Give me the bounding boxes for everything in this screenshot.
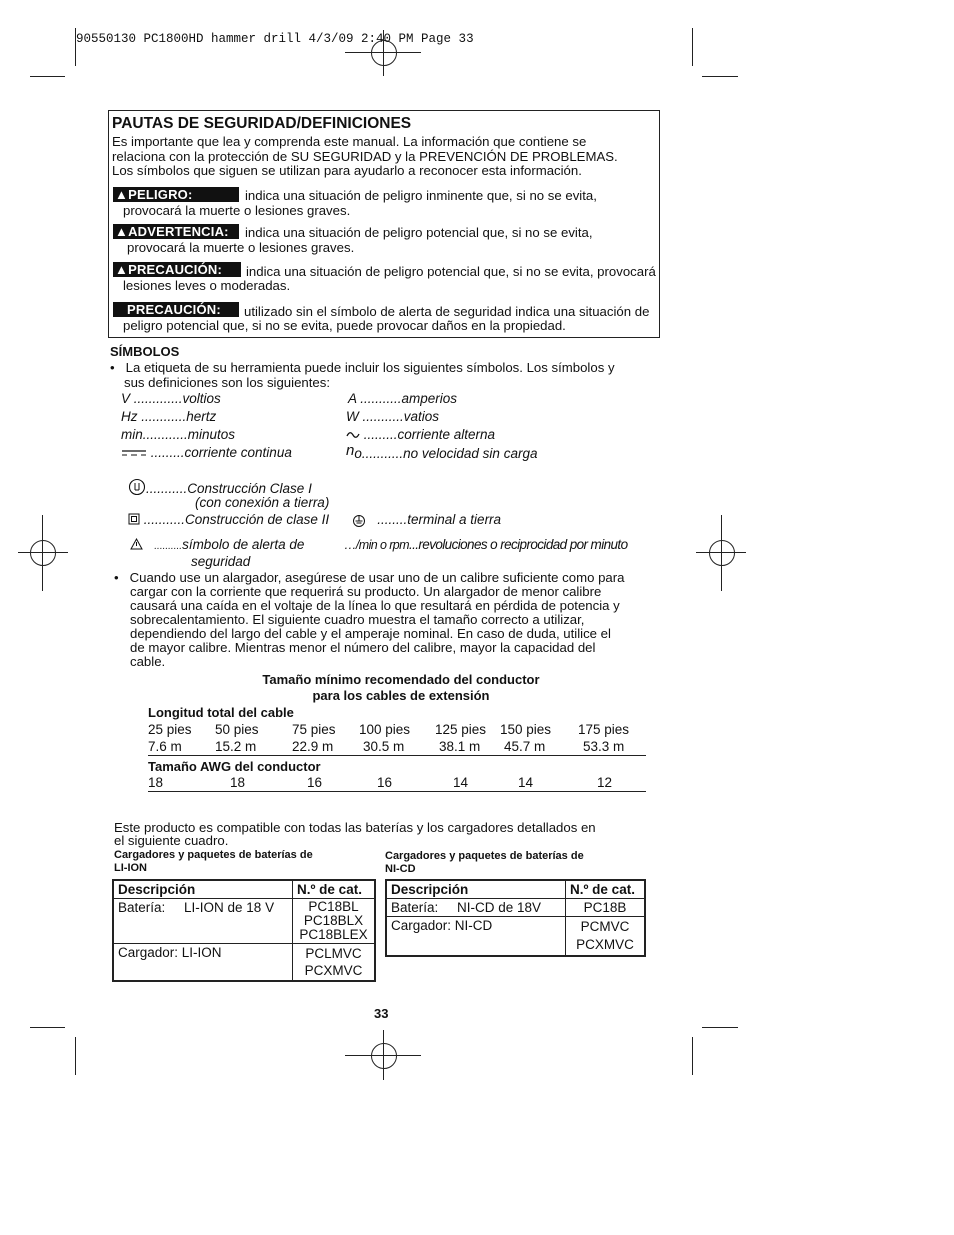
definition-text: peligro potencial que, si no se evita, puede provocar daños en la propiedad. [123,318,566,333]
crop-mark [75,1037,76,1075]
page-number: 33 [374,1006,389,1021]
symbol-earth-terminal: ........terminal a tierra [352,512,501,528]
table-row: Batería: LI-ION de 18 V PC18BL PC18BLX PC18BLEX [113,899,375,944]
table-row: Cargador: LI-ION PCLMVC PCXMVC [113,944,375,982]
safety-intro: Es importante que lea y comprenda este manual. La información que contiene se relaciona con la protección de SU SEGURIDAD y la PREVENCIÓN DE PROBLEMAS. Los símbolos que siguen se utilizan para ayudarlo a reconocer esta información. [112,134,618,178]
symbol-direct-current: .........corriente continua [121,445,292,460]
table-rule [148,791,646,792]
table-cell: 50 pies [215,722,259,737]
definition-text: provocará la muerte o lesiones graves. [123,203,351,218]
table-cell: 18 [230,775,246,790]
table-cell: 53.3 m [583,739,625,754]
table-cell: 22.9 m [292,739,334,754]
table-cell: 125 pies [435,722,487,737]
definition-text: provocará la muerte o lesiones graves. [127,240,355,255]
crop-mark [702,76,738,77]
alert-triangle-icon [130,538,143,550]
table-cell: 12 [597,775,613,790]
table-cell: 75 pies [292,722,336,737]
crop-mark [692,1037,693,1075]
cord-table-title: Tamaño mínimo recomendado del conductor para los cables de extensión [262,672,540,703]
definition-text: indica una situación de peligro potencial que, si no se evita, [245,225,593,240]
table-cell: 14 [518,775,534,790]
crop-mark [30,1027,65,1028]
table-cell: 45.7 m [504,739,546,754]
symbol-class-ii: ...........Construcción de clase II [128,512,329,527]
table-cell: 18 [148,775,164,790]
liion-table [112,879,376,982]
nicd-caption: Cargadores y paquetes de baterías de NI-CD [385,850,584,875]
table-header: Descripción [113,880,293,899]
table-cell: 30.5 m [363,739,405,754]
table-header: N.º de cat. [566,880,646,899]
precaucion-no-symbol-tag: PRECAUCIÓN: [113,302,239,317]
class-ii-construction-icon [128,513,140,525]
crop-mark [30,76,65,77]
precaucion-tag: ▲PRECAUCIÓN: [113,262,241,277]
symbol-no-load-speed: no...........no velocidad sin carga [346,442,538,461]
earth-terminal-icon [352,514,366,528]
advertencia-tag: ▲ADVERTENCIA: [113,224,239,239]
definition-text: utilizado sin el símbolo de alerta de seguridad indica una situación de [244,304,650,319]
table-cell: 16 [377,775,393,790]
length-header: Longitud total del cable [148,705,294,720]
registration-mark-icon [709,540,735,566]
awg-header: Tamaño AWG del conductor [148,759,321,774]
symbol-watts: W ...........vatios [346,409,440,424]
table-cell: 15.2 m [215,739,257,754]
table-cell: 175 pies [578,722,630,737]
compatibility-text: Este producto es compatible con todas las baterías y los cargadores detallados en el siguiente cuadro. [114,820,596,848]
definition-text: lesiones leves o moderadas. [123,278,291,293]
table-row: Cargador: NI-CD PCMVC PCXMVC [386,917,645,957]
definition-text: indica una situación de peligro inminente que, si no se evita, [245,188,597,203]
extension-cord-paragraph: • Cuando use un alargador, asegúrese de usar uno de un calibre suficiente como para cargar con la corriente que requerirá su producto. Un alargador de menor calibre causará una caída en el voltaje de la línea lo que resultará en pérdida de potencia y sobrecalentamiento. El siguiente cuadro muestra el tamaño correcto a utilizar, dependiendo del largo del cable y el amperaje nominal. En caso de duda, utilice el de mayor calibre. Mientras menor el número del calibre, mayor la capacidad del cable. [114,570,625,669]
symbols-intro: • La etiqueta de su herramienta puede incluir los siguientes símbolos. Los símbolos y sus definiciones son los siguientes: [110,360,615,390]
symbol-safety-alert-note: seguridad [191,554,251,569]
direct-current-icon [121,448,147,458]
symbol-safety-alert: ..........símbolo de alerta de [130,537,304,552]
registration-mark-icon [30,540,56,566]
table-header: N.º de cat. [293,880,376,899]
symbols-title: SÍMBOLOS [110,344,180,359]
symbol-class-i-note: (con conexión a tierra) [195,495,330,510]
table-cell: 150 pies [500,722,552,737]
class-i-construction-icon [128,478,146,496]
registration-mark-icon [371,1043,397,1069]
symbol-minutes: min............minutos [121,427,236,442]
section-title: PAUTAS DE SEGURIDAD/DEFINICIONES [112,115,412,132]
symbol-amperes: A ...........amperios [348,391,458,406]
table-row: Batería: NI-CD de 18V PC18B [386,899,645,917]
liion-caption: Cargadores y paquetes de baterías de LI-ION [114,849,313,874]
table-rule [148,755,646,756]
peligro-tag: ▲PELIGRO: [113,187,239,202]
crop-mark [702,1027,738,1028]
nicd-table [385,879,646,957]
table-cell: 16 [307,775,323,790]
symbol-alternating-current: .........corriente alterna [346,427,495,442]
table-cell: 25 pies [148,722,192,737]
symbol-volts: V .............voltios [121,391,221,406]
print-slug: 90550130 PC1800HD hammer drill 4/3/09 2:40 PM Page 33 [76,32,474,46]
definition-text: indica una situación de peligro potencial que, si no se evita, provocará [246,264,656,279]
table-header: Descripción [386,880,566,899]
alternating-current-icon [346,430,360,440]
symbol-rpm: …/min o rpm...revoluciones o reciprocidad por minuto [344,537,628,552]
table-cell: 38.1 m [439,739,481,754]
safety-definitions-box [108,110,660,338]
table-cell: 100 pies [359,722,411,737]
table-cell: 14 [453,775,469,790]
table-cell: 7.6 m [148,739,182,754]
symbol-hertz: Hz ............hertz [121,409,217,424]
symbol-class-i: ...........Construcción Clase I [128,478,312,496]
crop-mark [692,28,693,66]
